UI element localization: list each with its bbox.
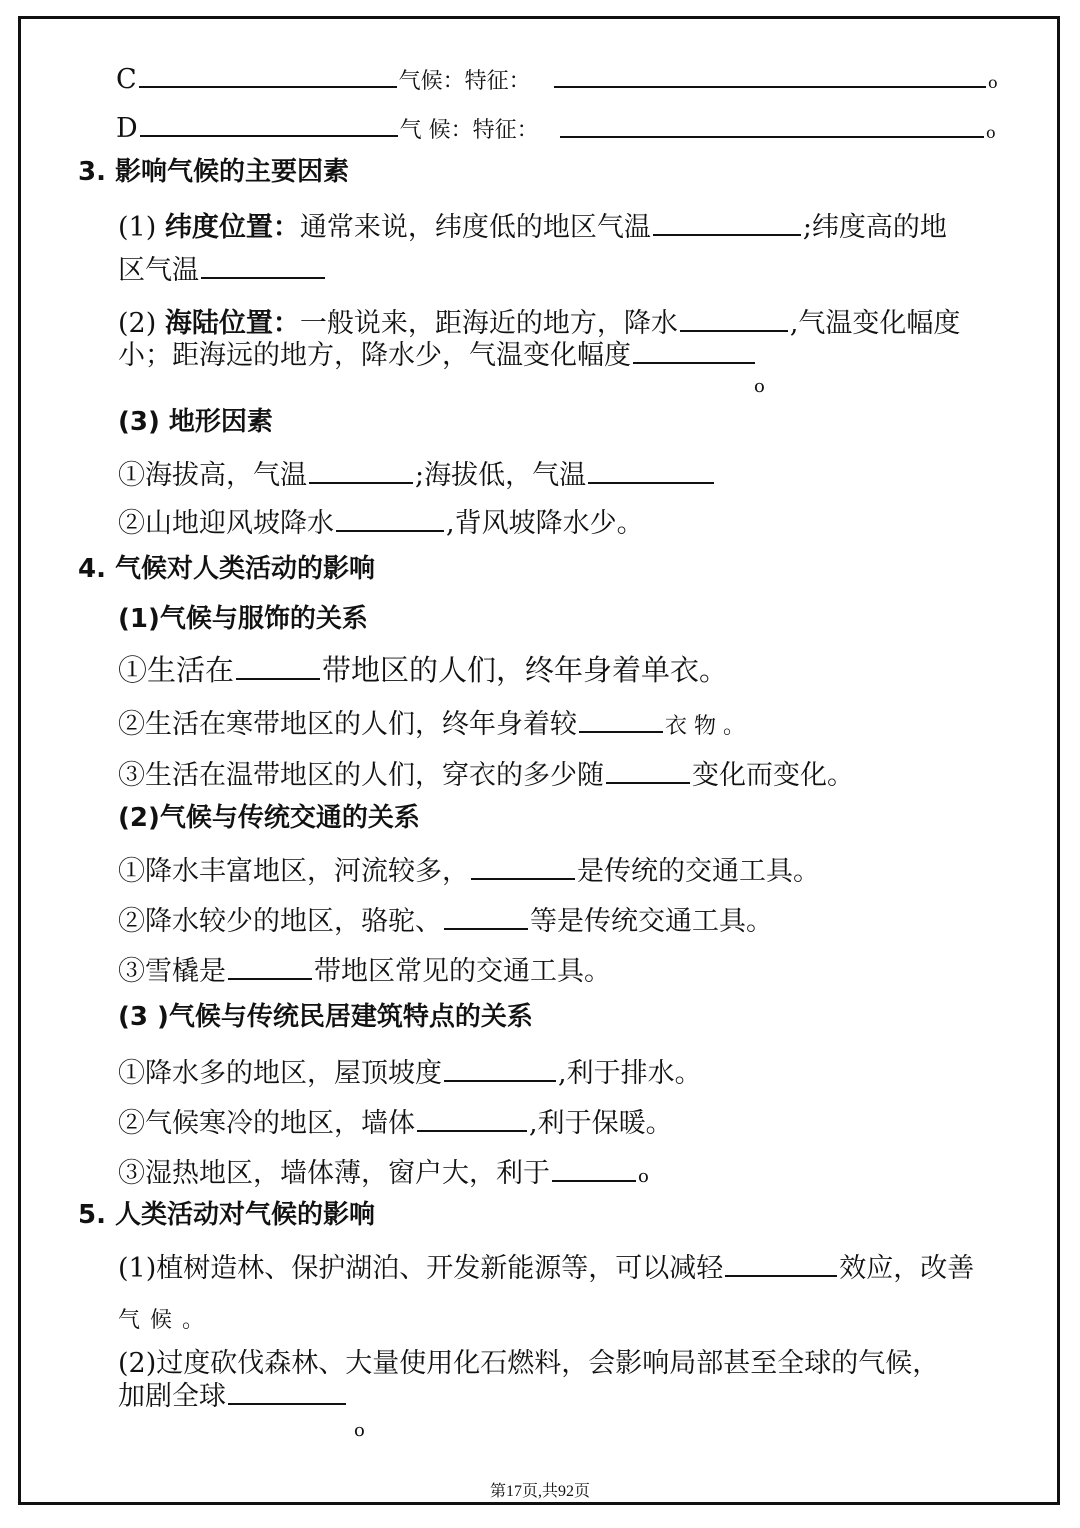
s4-sub2: (2)气候与传统交通的关系 [118,803,420,833]
s3-p3b: ②山地迎风坡降水 ,背风坡降水少。 [118,504,644,541]
s4-i2b: ②降水较少的地区，骆驼、 等是传统交通工具。 [118,902,773,939]
s4-i2c: ③雪橇是 带地区常见的交通工具。 [118,952,611,989]
s3-p3-heading: (3) 地形因素 [118,407,273,437]
blank-dry-transport[interactable] [444,902,528,930]
s4-i3b: ②气候寒冷的地区，墙体 ,利于保暖。 [118,1104,673,1141]
s4-i3a: ①降水多的地区，屋顶坡度 ,利于排水。 [118,1054,702,1091]
row-c [116,60,531,99]
s5-p1-line2: 气候。 [118,1308,215,1333]
s5-p2-line1: (2)过度砍伐森林、大量使用化石燃料，会影响局部甚至全球的气候， [118,1348,940,1379]
blank-c-feature[interactable] [554,60,986,88]
s3-p1-line1: (1) 纬度位置：通常来说，纬度低的地区气温 ;纬度高的地 [118,208,947,245]
blank-ventilation[interactable] [552,1154,636,1182]
s3-p2-line2: 小；距海远的地方，降水少，气温变化幅度 [118,336,757,373]
blank-low-altitude-temp[interactable] [588,456,714,484]
blank-boat[interactable] [471,852,575,880]
row-c-letter: C [116,64,137,95]
s4-i1b: ②生活在寒带地区的人们，终年身着较 衣 物 。 [118,705,745,744]
row-d-climate-label: 气 候：特征： [399,118,539,143]
blank-global-warming[interactable] [228,1377,346,1405]
s4-sub3: (3 )气候与传统民居建筑特点的关系 [118,1002,533,1032]
s4-i2a: ①降水丰富地区，河流较多， 是传统的交通工具。 [118,852,820,889]
blank-tropical-zone[interactable] [236,652,320,680]
blank-cold-clothes[interactable] [579,705,663,733]
s3-p3a: ①海拔高，气温 ;海拔低，气温 [118,456,716,493]
blank-d-feature[interactable] [560,110,984,138]
s4-sub1: (1)气候与服饰的关系 [118,604,368,634]
s4-i3c: ③湿热地区，墙体薄，窗户大，利于 o [118,1154,649,1194]
section-4-heading: 4. 气候对人类活动的影响 [78,554,376,584]
s3-p2-line1: (2) 海陆位置：一般说来，距海近的地方，降水 ,气温变化幅度 [118,304,960,341]
blank-far-sea-temp-range[interactable] [633,336,755,364]
blank-windward-precip[interactable] [336,504,444,532]
blank-roof-slope[interactable] [444,1054,556,1082]
page-footer: 第17页,共92页 [489,1483,590,1500]
row-c-climate-label: 气候：特征： [398,69,531,94]
row-d [116,109,539,148]
blank-near-sea-precip[interactable] [680,304,788,332]
s3-p1-line2: 区气温 [118,251,327,288]
blank-greenhouse[interactable] [725,1249,837,1277]
blank-high-lat-temp[interactable] [201,251,325,279]
blank-c-region[interactable] [139,60,397,88]
section-3-heading: 3. 影响气候的主要因素 [78,157,350,187]
s5-p2-line2: 加剧全球 [118,1377,348,1414]
s5-p1-line1: (1)植树造林、保护湖泊、开发新能源等，可以减轻 效应，改善 [118,1249,974,1286]
row-d-letter: D [116,113,138,144]
blank-sled-zone[interactable] [228,952,312,980]
row-d-feature: o [558,110,996,150]
blank-low-lat-temp[interactable] [653,208,801,236]
blank-d-region[interactable] [140,109,398,137]
blank-season[interactable] [606,756,690,784]
blank-wall[interactable] [417,1104,527,1132]
s4-i1a: ①生活在 带地区的人们，终年身着单衣。 [118,653,729,687]
section-5-heading: 5. 人类活动对气候的影响 [78,1200,376,1230]
blank-high-altitude-temp[interactable] [309,456,413,484]
s4-i1c: ③生活在温带地区的人们，穿衣的多少随 变化而变化。 [118,756,854,793]
row-c-feature: o [552,60,998,100]
